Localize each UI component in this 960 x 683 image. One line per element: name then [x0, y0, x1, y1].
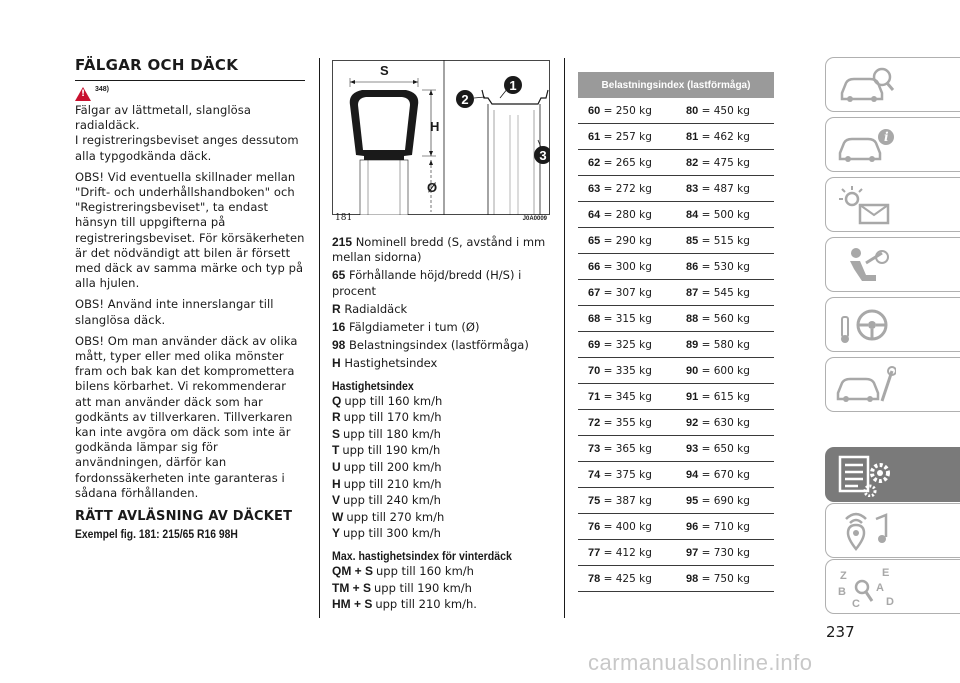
tire-figure [332, 60, 550, 215]
table-row [578, 358, 774, 384]
legend-item [332, 302, 557, 317]
table-cell: 61 = 257 kg [588, 130, 652, 143]
legend-key: 65 [332, 268, 346, 283]
warning-lights-icon [836, 183, 896, 227]
section-title: FÄLGAR OCH DÄCK [75, 56, 239, 74]
speed-index-item: T upp till 190 km/h [332, 443, 441, 458]
legend-key: 98 [332, 338, 346, 353]
example-line: Exempel fig. 181: 215/65 R16 98H [75, 529, 238, 542]
svg-text:A: A [876, 581, 884, 594]
table-cell: 78 = 425 kg [588, 572, 652, 585]
car-info-icon [836, 123, 896, 167]
tab-safety[interactable] [825, 237, 960, 292]
speed-index-item: Y upp till 300 km/h [332, 526, 441, 541]
paragraph: I registreringsbeviset anges dessutom alla typgodkända däck. [75, 133, 299, 163]
table-cell: 62 = 265 kg [588, 156, 652, 169]
svg-text:i: i [884, 129, 889, 144]
legend-item [332, 338, 557, 353]
legend-text: Förhållande höjd/bredd (H/S) i procent [332, 268, 522, 298]
table-row [578, 202, 774, 228]
table-row [578, 488, 774, 514]
car-dashboard-icon [836, 63, 896, 107]
table-cell: 76 = 400 kg [588, 520, 652, 533]
subsection-title: RÄTT AVLÄSNING AV DÄCKET [75, 509, 293, 525]
airbag-seat-icon [836, 243, 896, 287]
table-row [578, 462, 774, 488]
table-cell: 70 = 335 kg [588, 364, 652, 377]
table-row [578, 514, 774, 540]
tab-driving[interactable] [825, 297, 960, 352]
legend-key: H [332, 356, 341, 371]
table-row [578, 228, 774, 254]
warning-reference [75, 87, 305, 103]
tab-maintenance[interactable] [825, 357, 960, 412]
callout-1-label: 1 [509, 78, 517, 93]
table-cell: 94 = 670 kg [686, 468, 750, 481]
paragraph: OBS! Använd inte innerslangar till slanglösa däck. [75, 297, 274, 327]
legend-text: Hastighetsindex [344, 356, 438, 371]
legend-item [332, 320, 557, 335]
table-cell: 74 = 375 kg [588, 468, 652, 481]
page-number: 237 [826, 623, 855, 641]
table-row [578, 306, 774, 332]
label-h: H [430, 119, 440, 134]
table-cell: 82 = 475 kg [686, 156, 750, 169]
alphabetical-index-icon [836, 565, 896, 609]
table-cell: 63 = 272 kg [588, 182, 652, 195]
table-row [578, 150, 774, 176]
table-row [578, 332, 774, 358]
table-cell: 91 = 615 kg [686, 390, 750, 403]
legend-key: 215 [332, 235, 353, 249]
winter-index-item: QM + S upp till 160 km/h [332, 563, 474, 578]
table-cell: 95 = 690 kg [686, 494, 750, 507]
callout-2-label: 2 [461, 92, 469, 107]
steering-wheel-icon [836, 303, 896, 347]
legend-text: Belastningsindex (lastförmåga) [349, 338, 529, 353]
figure-caption [335, 213, 547, 223]
speed-index-item: W upp till 270 km/h [332, 509, 445, 524]
table-cell: 60 = 250 kg [588, 104, 652, 117]
main-text-column [75, 56, 305, 541]
title-rule [75, 80, 305, 81]
tab-dashboard[interactable] [825, 57, 960, 112]
svg-text:D: D [886, 595, 894, 608]
table-cell: 93 = 650 kg [686, 442, 750, 455]
legend-key: 16 [332, 320, 346, 335]
table-row [578, 280, 774, 306]
table-cell: 73 = 365 kg [588, 442, 652, 455]
watermark: carmanualsonline.info [588, 650, 813, 675]
legend-item [332, 268, 557, 298]
car-service-icon [836, 363, 896, 407]
speed-index-item: U upp till 200 km/h [332, 460, 442, 474]
table-row [578, 566, 774, 592]
paragraph: OBS! Vid eventuella skillnader mellan "Drift- och underhållshandboken" och "Registreringsbeviset", ta endast hänsyn till uppgifterna på registreringsbeviset. För körsäkerheten är det nödvändigt att bilen är försett med däck av samma märke och typ på alla hjulen. [75, 169, 305, 291]
column-divider [564, 58, 565, 618]
winter-index-title: Max. hastighetsindex för vinterdäck [332, 550, 512, 563]
table-row [578, 410, 774, 436]
technical-data-icon [836, 453, 896, 497]
table-cell: 72 = 355 kg [588, 416, 652, 429]
table-row [578, 254, 774, 280]
table-row [578, 384, 774, 410]
table-cell: 65 = 290 kg [588, 234, 652, 247]
legend-item [332, 356, 557, 371]
table-cell: 97 = 730 kg [686, 546, 750, 559]
speed-index-item: S upp till 180 km/h [332, 426, 441, 441]
table-cell: 85 = 515 kg [686, 234, 750, 247]
table-cell: 96 = 710 kg [686, 520, 750, 533]
table-cell: 68 = 315 kg [588, 312, 652, 325]
svg-text:E: E [882, 566, 890, 579]
table-cell: 67 = 307 kg [588, 286, 652, 299]
table-cell: 92 = 630 kg [686, 416, 750, 429]
table-body [578, 98, 774, 592]
warning-triangle-icon [75, 87, 91, 101]
warning-ref-number: 348) [95, 86, 110, 93]
legend-key: R [332, 301, 341, 316]
tab-multimedia[interactable] [825, 503, 960, 558]
label-diameter: Ø [427, 180, 438, 195]
table-row [578, 98, 774, 124]
figure-number: 181 [335, 213, 353, 223]
tab-info[interactable] [825, 117, 960, 172]
load-index-table [578, 72, 774, 592]
table-cell: 89 = 580 kg [686, 338, 750, 351]
table-row [578, 176, 774, 202]
speed-index-title: Hastighetsindex [332, 380, 414, 393]
column-divider [319, 58, 320, 618]
figure-code: J0A0009 [522, 216, 547, 222]
svg-text:B: B [838, 585, 846, 598]
legend-text: Radialdäck [344, 301, 408, 316]
table-cell: 83 = 487 kg [686, 182, 750, 195]
callout-3-label: 3 [539, 148, 547, 163]
table-cell: 75 = 387 kg [588, 494, 652, 507]
table-cell: 71 = 345 kg [588, 390, 652, 403]
winter-index-item: TM + S upp till 190 km/h [332, 580, 472, 595]
legend-column [332, 235, 557, 613]
table-cell: 86 = 530 kg [686, 260, 750, 273]
svg-text:Z: Z [840, 569, 847, 582]
tab-index[interactable] [825, 559, 960, 614]
speed-index-item: V upp till 240 km/h [332, 493, 441, 508]
speed-index-item: Q upp till 160 km/h [332, 393, 443, 408]
legend-item [332, 235, 557, 265]
table-cell: 77 = 412 kg [588, 546, 652, 559]
table-cell: 81 = 462 kg [686, 130, 750, 143]
table-cell: 66 = 300 kg [588, 260, 652, 273]
tab-technical-data[interactable] [825, 447, 960, 502]
legend-text: Fälgdiameter i tum (Ø) [349, 320, 480, 335]
table-cell: 90 = 600 kg [686, 364, 750, 377]
speed-index-item: H upp till 210 km/h [332, 476, 442, 491]
winter-index-item: HM + S upp till 210 km/h. [332, 597, 477, 612]
table-cell: 88 = 560 kg [686, 312, 750, 325]
legend-text: Nominell bredd (S, avstånd i mm mellan sidorna) [332, 235, 546, 265]
table-cell: 87 = 545 kg [686, 286, 750, 299]
table-cell: 84 = 500 kg [686, 208, 750, 221]
table-row [578, 436, 774, 462]
svg-text:C: C [852, 597, 860, 609]
paragraph: OBS! Om man använder däck av olika mått, typer eller med olika mönster fram och bak kan det kompromettera bilens körbarhet. Vi rekommenderar att man använder däck som har godkänts av tillverkaren. Tillverkaren kan inte avgöra om däck som inte är godkända lämpar sig för användningen, därför kan fordonssäkerheten inte garanteras i sådana förhållanden. [75, 333, 298, 500]
table-cell: 98 = 750 kg [686, 572, 750, 585]
table-cell: 64 = 280 kg [588, 208, 652, 221]
paragraph: Fälgar av lättmetall, slanglösa radialdäck. [75, 103, 252, 133]
table-cell: 80 = 450 kg [686, 104, 750, 117]
table-header: Belastningsindex (lastförmåga) [578, 72, 774, 98]
table-row [578, 124, 774, 150]
table-row [578, 540, 774, 566]
label-s: S [380, 63, 389, 78]
table-cell: 69 = 325 kg [588, 338, 652, 351]
multimedia-icon [836, 509, 896, 553]
tab-warning-lights[interactable] [825, 177, 960, 232]
tire-cross-section-diagram [332, 60, 550, 215]
speed-index-item: R upp till 170 km/h [332, 410, 442, 425]
